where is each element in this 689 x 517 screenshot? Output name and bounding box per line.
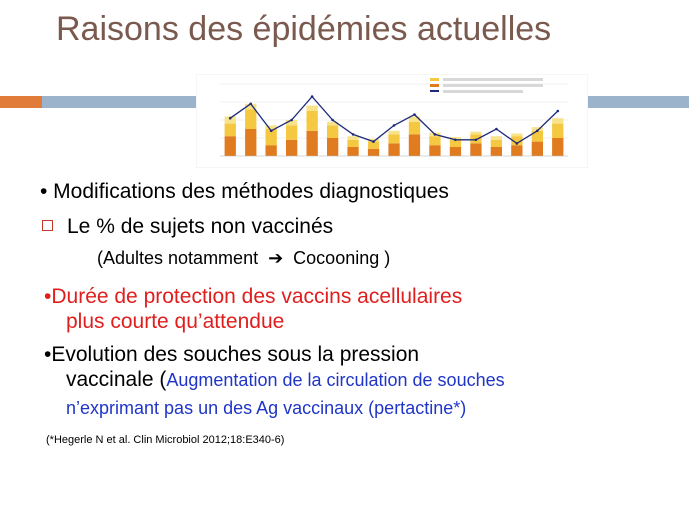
bullet-protection-duration-line1: •Durée de protection des vaccins acellulaires bbox=[44, 285, 463, 308]
chart-bar-segment bbox=[552, 118, 563, 123]
chart-line-point bbox=[270, 130, 273, 133]
chart-bar-segment bbox=[511, 145, 522, 156]
chart-bar-segment bbox=[491, 136, 502, 140]
reference-citation: (*Hegerle N et al. Clin Microbiol 2012;18:E340-6) bbox=[46, 434, 285, 446]
bullet-diagnostic-methods: • Modifications des méthodes diagnostiques bbox=[40, 180, 449, 203]
chart-line-point bbox=[331, 119, 334, 122]
chart-bar-segment bbox=[307, 106, 318, 111]
bullet-unvaccinated-text: Le % de sujets non vaccinés bbox=[67, 215, 334, 238]
strain-evolution-black: vaccinale ( bbox=[66, 368, 167, 391]
chart-line-point bbox=[249, 103, 252, 106]
legend-swatch-3 bbox=[430, 90, 439, 92]
embedded-chart bbox=[196, 74, 588, 168]
chart-bar-segment bbox=[307, 131, 318, 156]
legend-text-2 bbox=[443, 84, 543, 87]
chart-line-point bbox=[372, 140, 375, 143]
arrow-right-icon: ➔ bbox=[268, 248, 284, 268]
chart-line-point bbox=[536, 130, 539, 133]
chart-line-point bbox=[557, 110, 560, 113]
chart-bar-segment bbox=[307, 111, 318, 131]
chart-bar-segment bbox=[429, 145, 440, 156]
bullet-strain-evolution-line3: n’exprimant pas un des Ag vaccinaux (pertactine*) bbox=[66, 398, 467, 418]
accent-orange-block bbox=[0, 96, 42, 108]
chart-bar-segment bbox=[409, 122, 420, 135]
bullet-unvaccinated-sub bbox=[97, 248, 390, 269]
chart-line-point bbox=[290, 119, 293, 122]
chart-bar-segment bbox=[327, 138, 338, 156]
slide-title: Raisons des épidémies actuelles bbox=[56, 10, 552, 48]
chart-bar-segment bbox=[368, 149, 379, 156]
chart-bar-segment bbox=[511, 134, 522, 137]
chart-bar-segment bbox=[286, 125, 297, 139]
chart-bar-segment bbox=[286, 140, 297, 156]
bullet-unvaccinated bbox=[42, 215, 333, 239]
chart-bar-segment bbox=[347, 136, 358, 140]
legend-text-1 bbox=[443, 78, 543, 81]
bullet-strain-evolution-line2 bbox=[66, 368, 505, 392]
legend-text-3 bbox=[443, 90, 523, 93]
bullet-strain-evolution-line1: •Evolution des souches sous la pression bbox=[44, 343, 420, 366]
chart-line-point bbox=[393, 124, 396, 127]
chart-bar-segment bbox=[388, 134, 399, 143]
chart-svg bbox=[196, 74, 588, 168]
legend-swatch-2 bbox=[430, 84, 439, 87]
sub-right-text: Cocooning ) bbox=[293, 248, 391, 268]
chart-line-point bbox=[454, 139, 457, 142]
chart-bar-segment bbox=[225, 136, 236, 156]
sub-left-text: (Adultes notamment bbox=[97, 248, 259, 268]
chart-line-point bbox=[475, 139, 478, 142]
chart-bar-segment bbox=[225, 124, 236, 137]
chart-bar-segment bbox=[245, 109, 256, 129]
chart-line-point bbox=[495, 128, 498, 131]
chart-bar-segment bbox=[429, 136, 440, 145]
checkbox-icon bbox=[42, 220, 53, 231]
chart-line-point bbox=[352, 133, 355, 136]
chart-bar-segment bbox=[491, 147, 502, 156]
chart-bar-segment bbox=[327, 125, 338, 138]
chart-line-point bbox=[311, 95, 314, 98]
chart-line-point bbox=[516, 142, 519, 145]
chart-bar-segment bbox=[388, 143, 399, 156]
chart-bar-segment bbox=[409, 134, 420, 156]
chart-bar-segment bbox=[470, 132, 481, 135]
chart-bar-segment bbox=[552, 124, 563, 138]
bullet-protection-duration-line2: plus courte qu’attendue bbox=[66, 310, 285, 333]
chart-bar-segment bbox=[552, 138, 563, 156]
chart-line-point bbox=[413, 113, 416, 116]
chart-bar-segment bbox=[347, 147, 358, 156]
chart-line-point bbox=[434, 133, 437, 136]
chart-bar-segment bbox=[266, 145, 277, 156]
legend-swatch-1 bbox=[430, 78, 439, 81]
chart-bar-segment bbox=[470, 143, 481, 156]
chart-bar-segment bbox=[532, 142, 543, 156]
chart-bar-segment bbox=[450, 147, 461, 156]
chart-bar-segment bbox=[491, 140, 502, 147]
chart-bar-segment bbox=[245, 129, 256, 156]
chart-bar-segment bbox=[388, 131, 399, 135]
chart-line-point bbox=[229, 117, 232, 120]
strain-evolution-blue: Augmentation de la circulation de souches bbox=[166, 370, 505, 390]
chart-bar-segment bbox=[532, 131, 543, 142]
chart-bar-segment bbox=[347, 140, 358, 147]
